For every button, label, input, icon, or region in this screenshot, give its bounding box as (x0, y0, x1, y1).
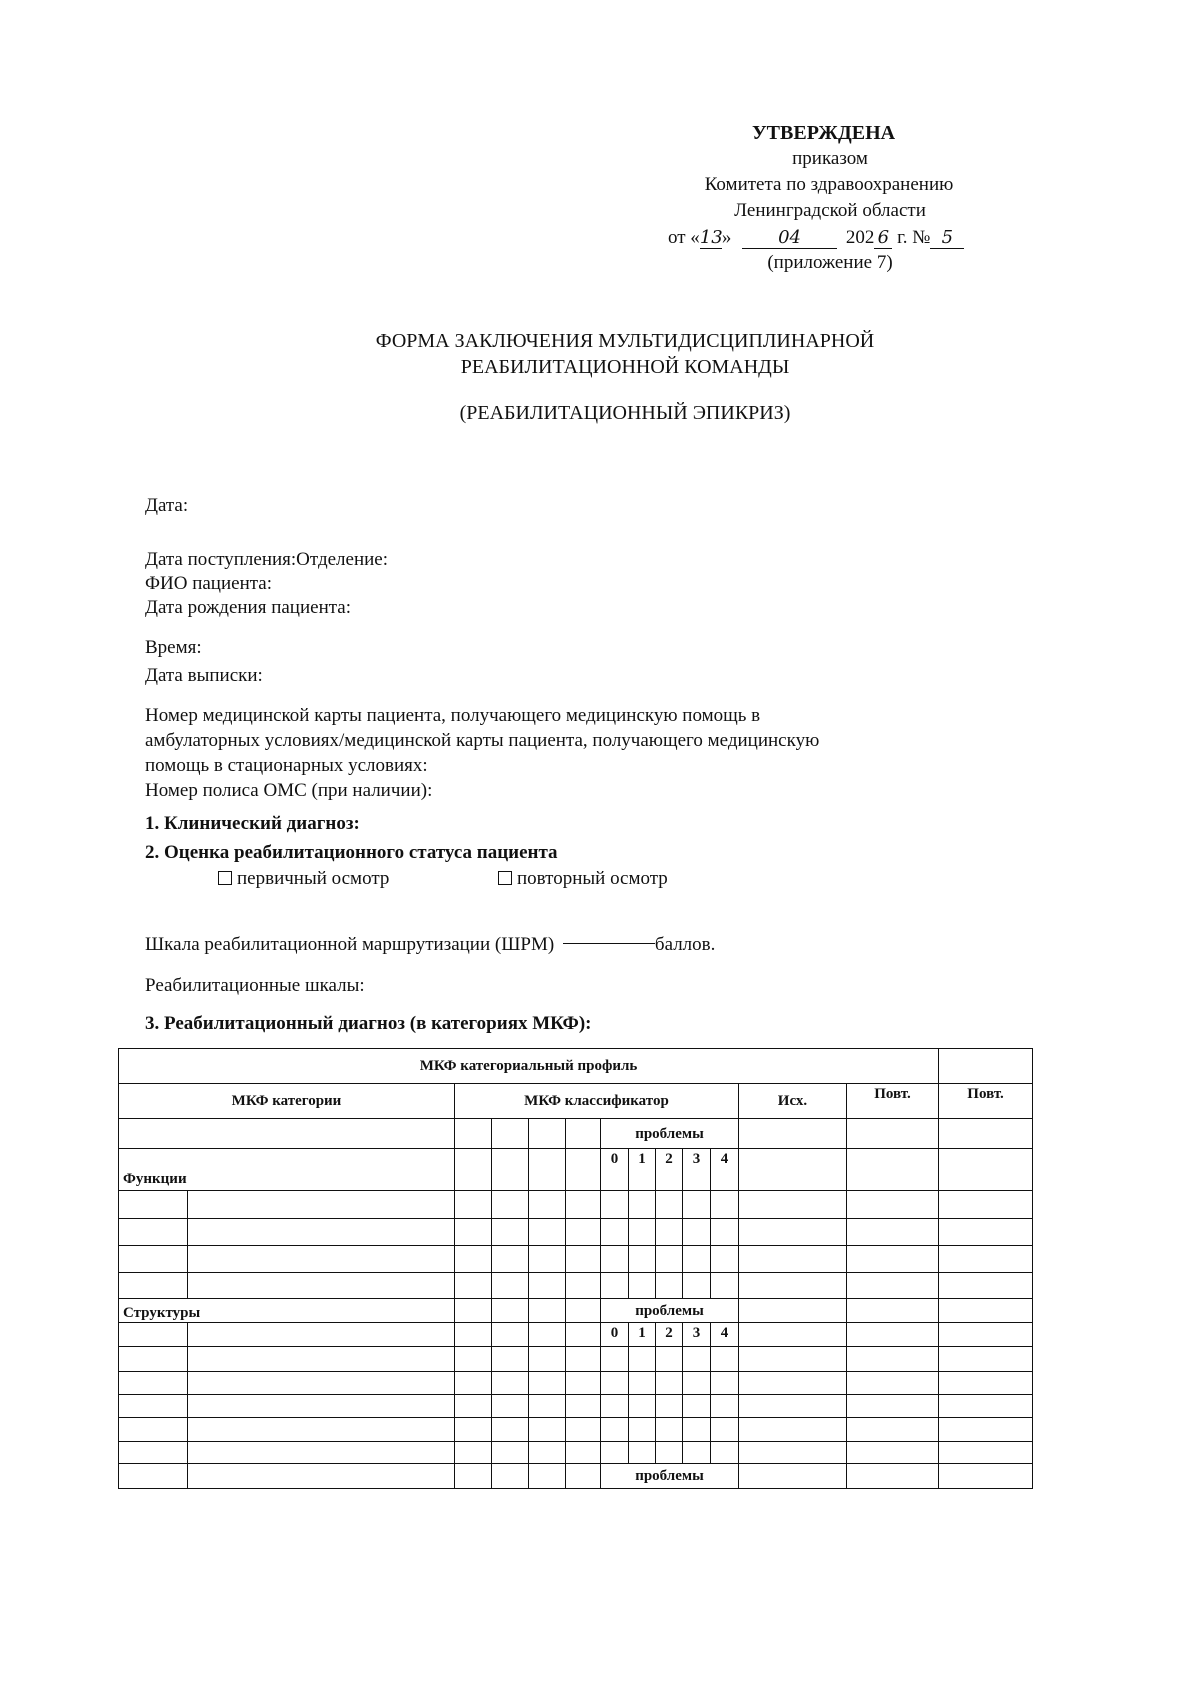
table-cell[interactable] (455, 1372, 492, 1395)
table-cell[interactable] (188, 1347, 455, 1372)
table-cell[interactable] (739, 1395, 847, 1418)
table-cell[interactable] (847, 1119, 939, 1149)
table-cell[interactable] (711, 1418, 739, 1442)
problem-degree-1: 1 (629, 1323, 656, 1347)
shrm-label: Шкала реабилитационной маршрутизации (ШРМ) (145, 934, 555, 955)
table-cell[interactable] (847, 1149, 939, 1191)
table-cell[interactable] (601, 1191, 629, 1219)
table-cell[interactable] (739, 1191, 847, 1219)
table-cell[interactable] (656, 1273, 683, 1299)
table-cell[interactable] (847, 1299, 939, 1323)
problem-degree-0: 0 (601, 1323, 629, 1347)
table-cell[interactable] (566, 1119, 601, 1149)
table-row (119, 1219, 1033, 1246)
table-cell[interactable] (529, 1418, 566, 1442)
table-cell[interactable] (847, 1219, 939, 1246)
table-cell[interactable] (455, 1149, 492, 1191)
table-cell[interactable] (939, 1246, 1033, 1273)
table-cell[interactable] (188, 1191, 455, 1219)
problem-degree-2: 2 (656, 1323, 683, 1347)
table-cell[interactable] (455, 1347, 492, 1372)
table-cell[interactable] (739, 1219, 847, 1246)
table-cell[interactable] (529, 1219, 566, 1246)
form-title-line-3: (РЕАБИЛИТАЦИОННЫЙ ЭПИКРИЗ) (459, 402, 791, 424)
table-cell[interactable] (629, 1219, 656, 1246)
table-cell[interactable] (492, 1246, 529, 1273)
table-cell[interactable] (119, 1191, 188, 1219)
table-cell[interactable] (492, 1191, 529, 1219)
table-row (119, 1395, 1033, 1418)
table-row (119, 1191, 1033, 1219)
table-cell[interactable] (739, 1442, 847, 1464)
repeat-header-2: Повт. (939, 1084, 1033, 1119)
table-cell[interactable] (566, 1464, 601, 1489)
table-cell[interactable] (711, 1347, 739, 1372)
shrm-unit: баллов. (654, 934, 716, 955)
approval-appendix: (приложение 7) (767, 252, 893, 273)
table-cell[interactable] (492, 1273, 529, 1299)
repeat-exam-option[interactable] (498, 868, 668, 890)
table-cell[interactable] (119, 1464, 188, 1489)
table-cell[interactable] (119, 1442, 188, 1464)
table-cell[interactable] (119, 1418, 188, 1442)
field-card-line-3: помощь в стационарных условиях: (145, 755, 428, 776)
section-2-heading: 2. Оценка реабилитационного статуса пациента (145, 842, 558, 863)
table-cell[interactable] (629, 1395, 656, 1418)
table-cell[interactable] (683, 1418, 711, 1442)
table-cell[interactable] (939, 1191, 1033, 1219)
date-prefix: от « (668, 227, 700, 248)
table-cell[interactable] (683, 1273, 711, 1299)
table-cell[interactable] (939, 1395, 1033, 1418)
table-cell[interactable] (455, 1442, 492, 1464)
icf-profile-table (118, 1048, 1033, 1489)
table-cell[interactable] (455, 1273, 492, 1299)
table-cell[interactable] (119, 1219, 188, 1246)
table-row (119, 1246, 1033, 1273)
table-cell[interactable] (711, 1395, 739, 1418)
structures-label: Структуры (119, 1299, 455, 1323)
table-cell[interactable] (847, 1273, 939, 1299)
shrm-blank[interactable] (563, 943, 655, 944)
primary-exam-checkbox[interactable] (218, 871, 232, 885)
approval-month: 04 (742, 228, 837, 249)
table-cell[interactable] (739, 1347, 847, 1372)
table-cell[interactable] (683, 1395, 711, 1418)
primary-exam-label: первичный осмотр (237, 868, 390, 889)
table-cell[interactable] (492, 1323, 529, 1347)
classifier-header: МКФ классификатор (455, 1084, 739, 1119)
table-cell[interactable] (492, 1418, 529, 1442)
table-cell[interactable] (529, 1395, 566, 1418)
table-cell[interactable] (455, 1323, 492, 1347)
table-cell[interactable] (739, 1246, 847, 1273)
table-cell[interactable] (455, 1191, 492, 1219)
table-row (119, 1418, 1033, 1442)
table-cell[interactable] (711, 1273, 739, 1299)
table-cell[interactable] (739, 1299, 847, 1323)
date-mid: » (721, 227, 732, 248)
table-cell[interactable] (188, 1395, 455, 1418)
repeat-exam-label: повторный осмотр (517, 868, 668, 889)
table-cell[interactable] (601, 1273, 629, 1299)
table-cell[interactable] (566, 1395, 601, 1418)
table-cell[interactable] (711, 1246, 739, 1273)
table-cell[interactable] (683, 1442, 711, 1464)
table-cell[interactable] (629, 1372, 656, 1395)
table-cell[interactable] (529, 1442, 566, 1464)
field-oms: Номер полиса ОМС (при наличии): (145, 780, 433, 801)
table-cell[interactable] (847, 1323, 939, 1347)
section-3-heading: 3. Реабилитационный диагноз (в категориях МКФ): (145, 1013, 592, 1034)
field-admission: Дата поступления:Отделение: (145, 549, 389, 570)
table-cell[interactable] (847, 1372, 939, 1395)
table-cell[interactable] (492, 1464, 529, 1489)
table-cell[interactable] (492, 1442, 529, 1464)
table-cell[interactable] (711, 1372, 739, 1395)
field-discharge-date: Дата выписки: (145, 665, 263, 686)
field-card-line-1: Номер медицинской карты пациента, получающего медицинскую помощь в (145, 705, 761, 726)
table-cell[interactable] (566, 1299, 601, 1323)
table-cell[interactable] (455, 1418, 492, 1442)
table-cell[interactable] (601, 1395, 629, 1418)
table-cell[interactable] (492, 1395, 529, 1418)
table-cell[interactable] (455, 1299, 492, 1323)
table-cell[interactable] (739, 1273, 847, 1299)
table-cell[interactable] (188, 1418, 455, 1442)
table-cell[interactable] (629, 1418, 656, 1442)
table-cell[interactable] (939, 1347, 1033, 1372)
rehab-scales-label: Реабилитационные шкалы: (145, 975, 365, 996)
table-cell[interactable] (492, 1299, 529, 1323)
table-cell[interactable] (847, 1191, 939, 1219)
table-cell[interactable] (683, 1246, 711, 1273)
profile-header: МКФ категориальный профиль (119, 1049, 939, 1084)
approval-line-1: приказом (792, 148, 868, 169)
table-cell[interactable] (939, 1299, 1033, 1323)
table-cell[interactable] (656, 1347, 683, 1372)
table-cell[interactable] (711, 1219, 739, 1246)
table-cell[interactable] (119, 1246, 188, 1273)
table-cell[interactable] (566, 1442, 601, 1464)
table-cell[interactable] (939, 1119, 1033, 1149)
table-cell[interactable] (566, 1418, 601, 1442)
table-cell[interactable] (939, 1372, 1033, 1395)
table-cell[interactable] (739, 1323, 847, 1347)
functions-label: Функции (119, 1149, 455, 1191)
section-1-heading: 1. Клинический диагноз: (145, 813, 360, 834)
table-cell[interactable] (492, 1219, 529, 1246)
table-cell[interactable] (529, 1149, 566, 1191)
table-cell[interactable] (492, 1119, 529, 1149)
table-cell[interactable] (629, 1191, 656, 1219)
table-row (119, 1372, 1033, 1395)
table-cell[interactable] (656, 1442, 683, 1464)
table-cell[interactable] (188, 1219, 455, 1246)
table-cell[interactable] (656, 1418, 683, 1442)
table-cell[interactable] (455, 1464, 492, 1489)
approval-number: 5 (930, 228, 964, 249)
table-cell[interactable] (656, 1372, 683, 1395)
table-cell[interactable] (566, 1323, 601, 1347)
field-date: Дата: (145, 495, 189, 516)
table-cell[interactable] (601, 1246, 629, 1273)
table-cell[interactable] (529, 1464, 566, 1489)
table-cell[interactable] (188, 1372, 455, 1395)
table-cell[interactable] (847, 1347, 939, 1372)
table-cell[interactable] (629, 1347, 656, 1372)
problem-degree-2: 2 (656, 1149, 683, 1191)
approval-title: УТВЕРЖДЕНА (752, 122, 896, 144)
table-cell[interactable] (119, 1119, 455, 1149)
table-cell[interactable] (739, 1464, 847, 1489)
table-cell[interactable] (739, 1149, 847, 1191)
table-cell[interactable] (656, 1395, 683, 1418)
table-cell[interactable] (119, 1347, 188, 1372)
table-cell[interactable] (529, 1347, 566, 1372)
approval-line-3: Ленинградской области (734, 200, 926, 221)
table-cell[interactable] (847, 1418, 939, 1442)
table-cell[interactable] (455, 1119, 492, 1149)
table-row (119, 1273, 1033, 1299)
table-cell[interactable] (529, 1191, 566, 1219)
table-cell[interactable] (119, 1273, 188, 1299)
table-row (119, 1442, 1033, 1464)
table-cell[interactable] (629, 1442, 656, 1464)
table-cell[interactable] (529, 1299, 566, 1323)
primary-exam-option[interactable] (218, 868, 389, 890)
field-card-line-2: амбулаторных условиях/медицинской карты пациента, получающего медицинскую (145, 730, 820, 751)
table-cell[interactable] (939, 1418, 1033, 1442)
table-cell[interactable] (492, 1149, 529, 1191)
table-cell[interactable] (455, 1219, 492, 1246)
table-cell[interactable] (529, 1372, 566, 1395)
problem-degree-4: 4 (711, 1149, 739, 1191)
table-cell[interactable] (188, 1323, 455, 1347)
table-cell[interactable] (656, 1219, 683, 1246)
problem-degree-0: 0 (601, 1149, 629, 1191)
repeat-header-1: Повт. (847, 1084, 939, 1119)
table-cell[interactable] (566, 1372, 601, 1395)
table-cell[interactable] (529, 1323, 566, 1347)
shrm-line (145, 934, 715, 956)
number-label: г. № (897, 227, 931, 248)
problems-label: проблемы (601, 1119, 739, 1149)
table-cell[interactable] (529, 1273, 566, 1299)
problem-degree-3: 3 (683, 1323, 711, 1347)
table-cell[interactable] (601, 1372, 629, 1395)
table-cell[interactable] (683, 1347, 711, 1372)
table-row (119, 1347, 1033, 1372)
approval-day: 13 (699, 227, 723, 248)
repeat-exam-checkbox[interactable] (498, 871, 512, 885)
form-title-line-1: ФОРМА ЗАКЛЮЧЕНИЯ МУЛЬТИДИСЦИПЛИНАРНОЙ (375, 330, 875, 352)
problems-label: проблемы (601, 1464, 739, 1489)
table-cell[interactable] (939, 1273, 1033, 1299)
table-cell[interactable] (188, 1464, 455, 1489)
table-cell[interactable] (711, 1191, 739, 1219)
approval-line-2: Комитета по здравоохранению (704, 174, 954, 195)
table-cell[interactable] (601, 1442, 629, 1464)
table-cell[interactable] (529, 1119, 566, 1149)
table-cell[interactable] (847, 1442, 939, 1464)
table-cell[interactable] (455, 1246, 492, 1273)
table-cell[interactable] (739, 1372, 847, 1395)
table-cell[interactable] (711, 1442, 739, 1464)
table-cell[interactable] (939, 1049, 1033, 1084)
field-time: Время: (145, 637, 202, 658)
table-cell[interactable] (939, 1464, 1033, 1489)
table-cell[interactable] (492, 1347, 529, 1372)
field-birth-date: Дата рождения пациента: (145, 597, 351, 618)
table-cell[interactable] (656, 1191, 683, 1219)
table-cell[interactable] (656, 1246, 683, 1273)
table-cell[interactable] (188, 1442, 455, 1464)
table-cell[interactable] (629, 1273, 656, 1299)
table-cell[interactable] (566, 1219, 601, 1246)
table-cell[interactable] (739, 1119, 847, 1149)
field-patient-name: ФИО пациента: (145, 573, 272, 594)
table-cell[interactable] (939, 1442, 1033, 1464)
categories-header: МКФ категории (119, 1084, 455, 1119)
table-cell[interactable] (188, 1246, 455, 1273)
table-cell[interactable] (566, 1246, 601, 1273)
table-cell[interactable] (455, 1395, 492, 1418)
table-cell[interactable] (683, 1219, 711, 1246)
table-cell[interactable] (529, 1246, 566, 1273)
table-cell[interactable] (601, 1418, 629, 1442)
table-cell[interactable] (566, 1273, 601, 1299)
table-cell[interactable] (739, 1418, 847, 1442)
problem-degree-3: 3 (683, 1149, 711, 1191)
table-cell[interactable] (188, 1273, 455, 1299)
table-cell[interactable] (566, 1149, 601, 1191)
problems-label: проблемы (601, 1299, 739, 1323)
approval-date-line (668, 227, 964, 249)
table-cell[interactable] (629, 1246, 656, 1273)
table-cell[interactable] (683, 1372, 711, 1395)
table-cell[interactable] (566, 1191, 601, 1219)
table-cell[interactable] (601, 1347, 629, 1372)
table-cell[interactable] (566, 1347, 601, 1372)
problem-degree-4: 4 (711, 1323, 739, 1347)
problem-degree-1: 1 (629, 1149, 656, 1191)
table-cell[interactable] (601, 1219, 629, 1246)
form-title-line-2: РЕАБИЛИТАЦИОННОЙ КОМАНДЫ (460, 356, 790, 378)
table-cell[interactable] (492, 1372, 529, 1395)
approval-year-digit: 6 (874, 228, 892, 249)
table-cell[interactable] (119, 1323, 188, 1347)
table-cell[interactable] (847, 1395, 939, 1418)
table-cell[interactable] (939, 1219, 1033, 1246)
table-cell[interactable] (939, 1149, 1033, 1191)
table-cell[interactable] (939, 1323, 1033, 1347)
initial-header: Исх. (739, 1084, 847, 1119)
year-prefix: 202 (845, 227, 875, 248)
table-cell[interactable] (847, 1246, 939, 1273)
table-cell[interactable] (119, 1372, 188, 1395)
table-cell[interactable] (119, 1395, 188, 1418)
table-cell[interactable] (847, 1464, 939, 1489)
table-cell[interactable] (683, 1191, 711, 1219)
